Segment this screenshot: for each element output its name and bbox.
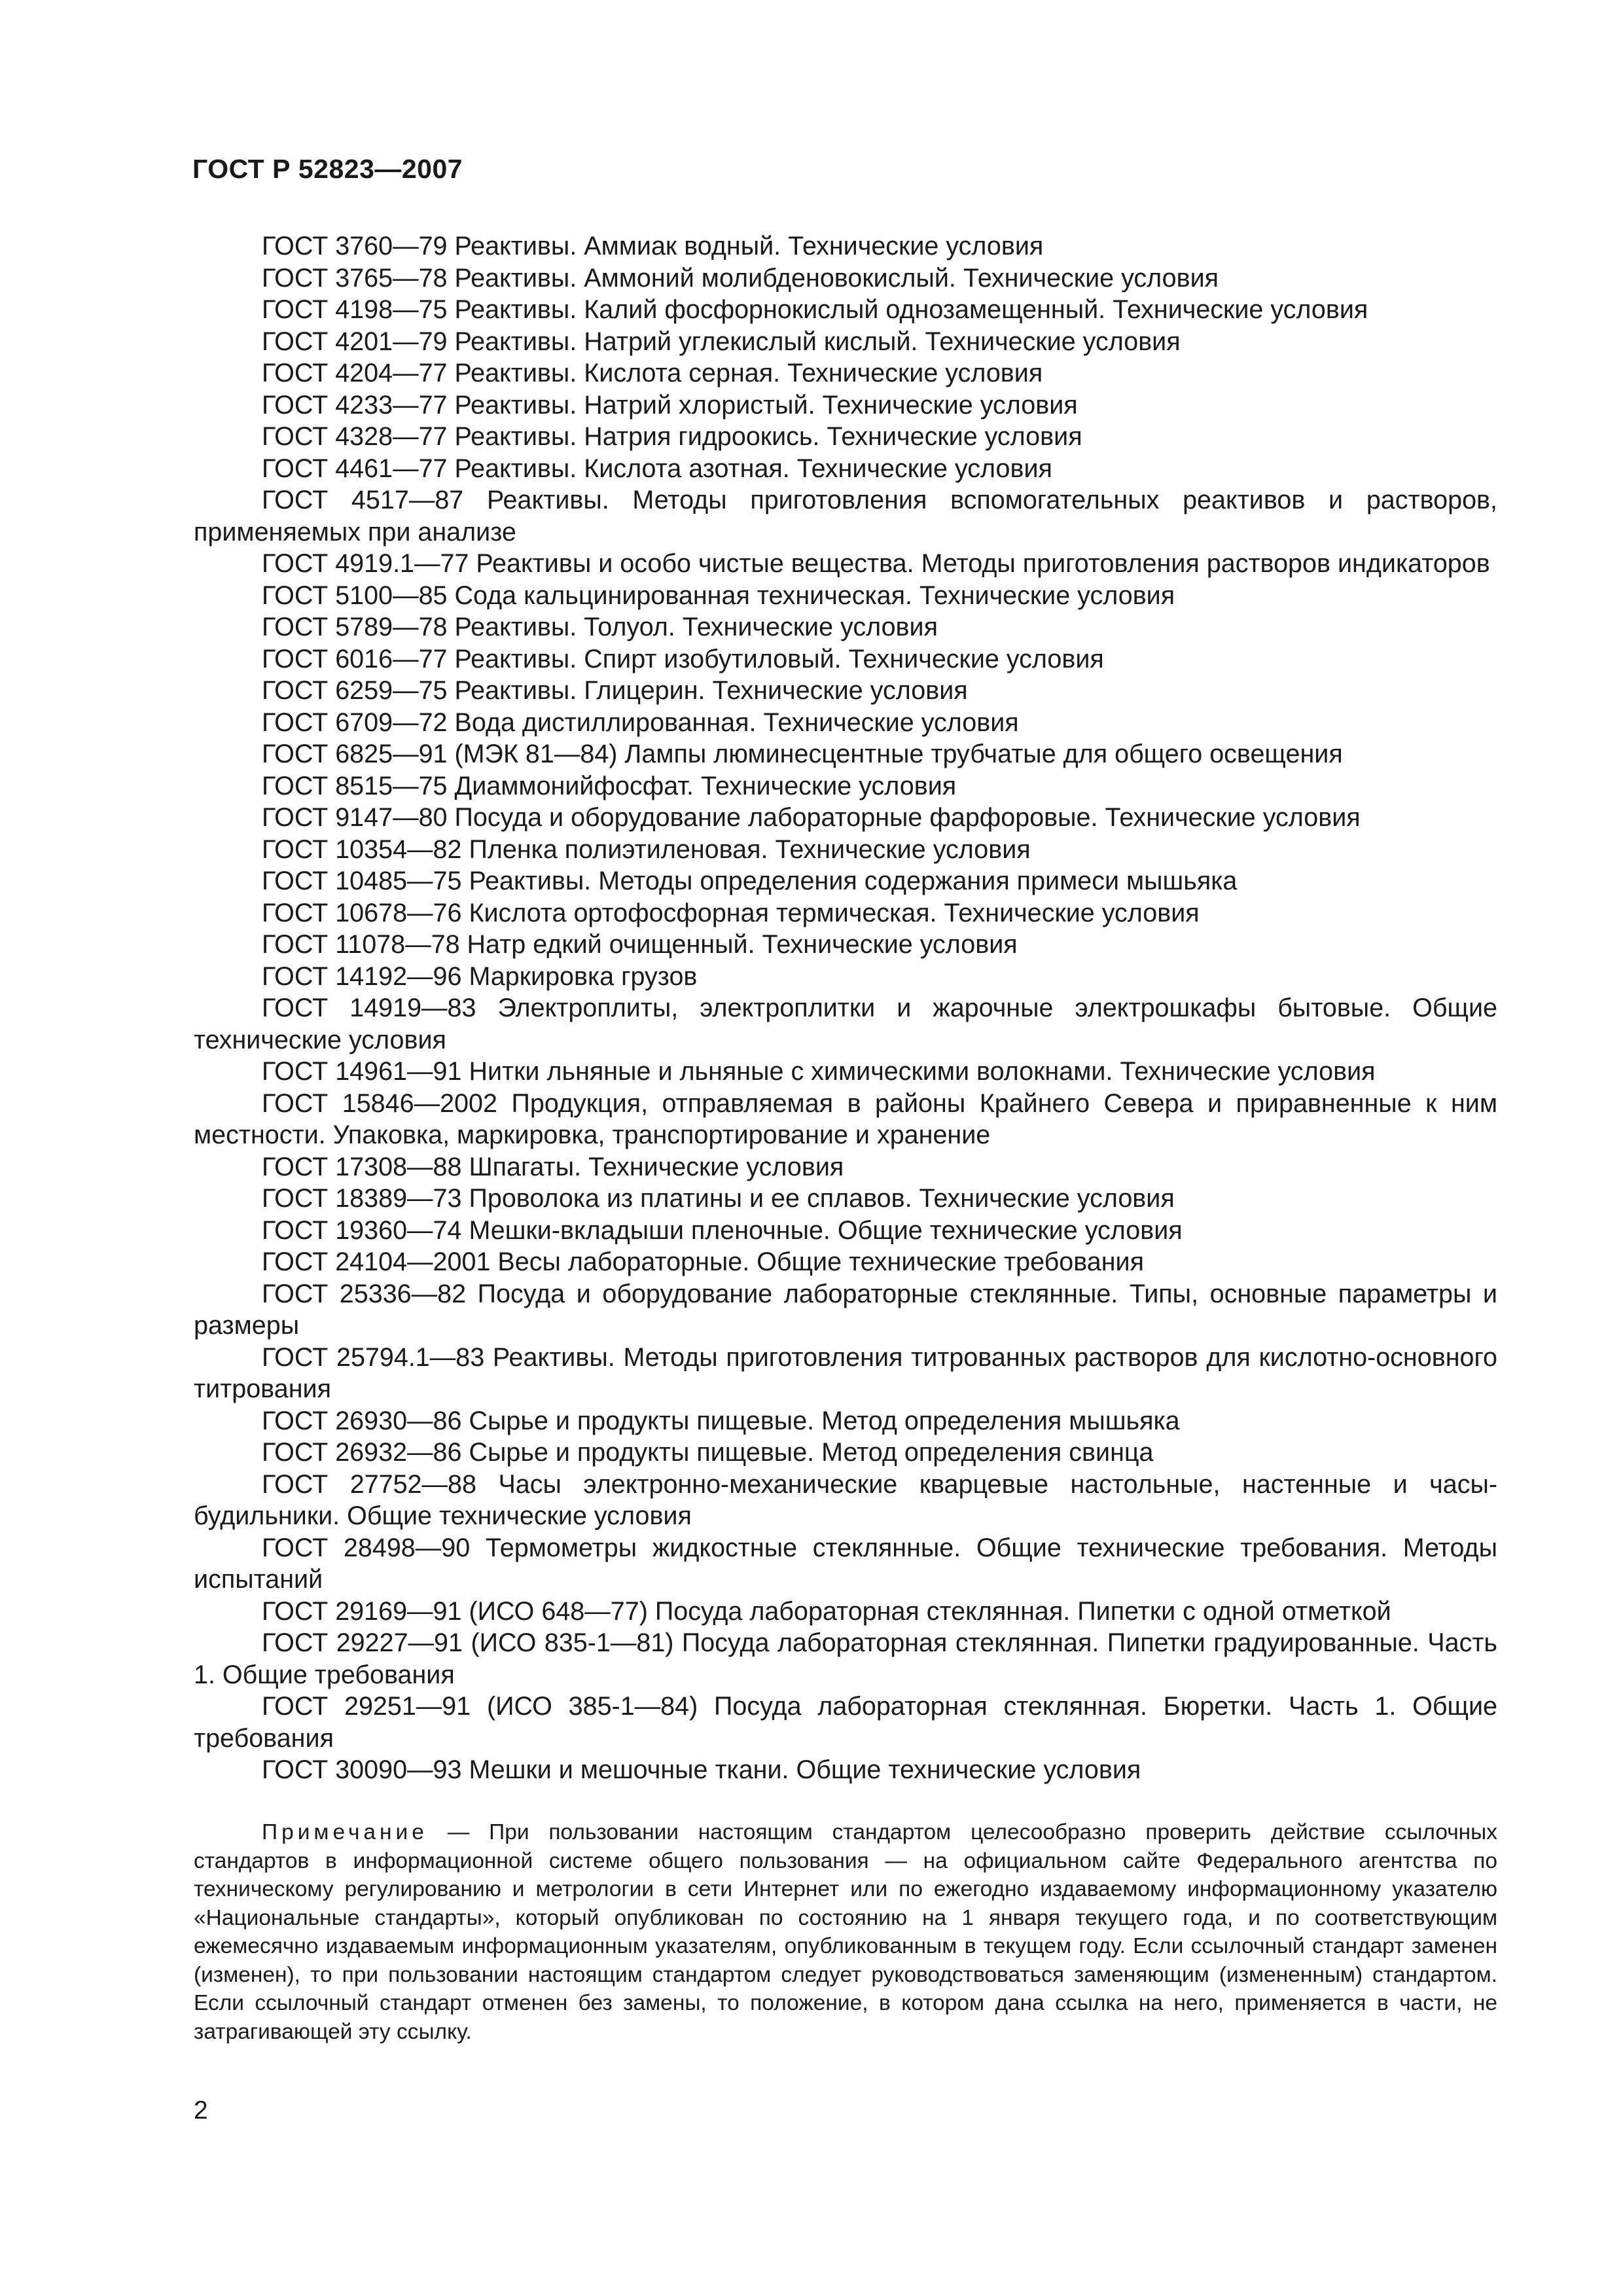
reference-item: ГОСТ 6016—77 Реактивы. Спирт изобутиловый. Технические условия [262,644,1104,673]
reference-item: ГОСТ 14961—91 Нитки льняные и льняные с химическими волокнами. Технические условия [262,1057,1376,1086]
reference-item: ГОСТ 18389—73 Проволока из платины и ее сплавов. Технические условия [262,1184,1175,1213]
reference-item: ГОСТ 6825—91 (МЭК 81—84) Лампы люминесцентные трубчатые для общего освещения [262,740,1343,768]
reference-item: ГОСТ 3765—78 Реактивы. Аммоний молибденовокислый. Технические условия [262,263,1219,293]
normative-references-list [194,230,1497,1786]
reference-item: ГОСТ 11078—78 Натр едкий очищенный. Технические условия [262,930,1018,959]
reference-item: ГОСТ 3760—79 Реактивы. Аммиак водный. Технические условия [262,232,1044,260]
reference-item: ГОСТ 27752—88 Часы электронно-механические кварцевые настольные, настенные и часы-будильники. Общие технические условия [194,1469,1497,1530]
reference-item: ГОСТ 24104—2001 Весы лабораторные. Общие технические требования [262,1247,1144,1276]
reference-item: ГОСТ 29227—91 (ИСО 835-1—81) Посуда лабораторная стеклянная. Пипетки градуированные. Часть 1. Общие требования [194,1628,1497,1689]
reference-item: ГОСТ 26932—86 Сырье и продукты пищевые. Метод определения свинца [262,1438,1154,1467]
reference-item: ГОСТ 4517—87 Реактивы. Методы приготовления вспомогательных реактивов и растворов, применяемых при анализе [194,486,1497,547]
reference-item: ГОСТ 19360—74 Мешки-вкладыши пленочные. Общие технические условия [262,1215,1183,1245]
reference-item: ГОСТ 14919—83 Электроплиты, электроплитки и жарочные электрошкафы бытовые. Общие технические условия [194,994,1497,1054]
reference-item: ГОСТ 26930—86 Сырье и продукты пищевые. Метод определения мышьяка [262,1406,1180,1435]
reference-item: ГОСТ 30090—93 Мешки и мешочные ткани. Общие технические условия [262,1755,1141,1784]
reference-item: ГОСТ 5100—85 Сода кальцинированная техническая. Технические условия [262,581,1175,610]
reference-item: ГОСТ 4198—75 Реактивы. Калий фосфорнокислый однозамещенный. Технические условия [262,295,1368,324]
reference-item: ГОСТ 4204—77 Реактивы. Кислота серная. Технические условия [262,359,1043,387]
reference-item: ГОСТ 6259—75 Реактивы. Глицерин. Технические условия [262,676,968,705]
note-text: — При пользовании настоящим стандартом целесообразно проверить действие ссылочных стандартов в информационной системе общего пользования — на официальном сайте Федерального агентства по техническому регулированию и метрологии в сети Интернет или по ежегодно издаваемому информационному указателю «Национальные стандарты», который опубликован по состоянию на 1 января текущего года, и по соответствующим ежемесячно издаваемым информационным указателям, опубликованным в текущем году. Если ссылочный стандарт заменен (изменен), то при пользовании настоящим стандартом следует руководствоваться заменяющим (измененным) стандартом. Если ссылочный стандарт отменен без замены, то положение, в котором дана ссылка на него, применяется в части, не затрагивающей эту ссылку. [194,1820,1497,2044]
reference-item: ГОСТ 8515—75 Диаммонийфосфат. Технические условия [262,771,957,800]
reference-item: ГОСТ 17308—88 Шпагаты. Технические условия [262,1152,844,1181]
reference-item: ГОСТ 5789—78 Реактивы. Толуол. Технические условия [262,613,938,641]
reference-item: ГОСТ 25336—82 Посуда и оборудование лабораторные стеклянные. Типы, основные параметры и размеры [194,1279,1497,1340]
page-number: 2 [194,2096,208,2125]
reference-item: ГОСТ 14192—96 Маркировка грузов [262,961,698,991]
reference-item: ГОСТ 10678—76 Кислота ортофосфорная термическая. Технические условия [262,898,1200,927]
reference-item: ГОСТ 10354—82 Пленка полиэтиленовая. Технические условия [262,834,1031,864]
note-paragraph [194,1818,1497,2046]
note-label: Примечание [262,1820,428,1844]
reference-item: ГОСТ 6709—72 Вода дистиллированная. Технические условия [262,708,1019,737]
reference-item: ГОСТ 29251—91 (ИСО 385-1—84) Посуда лабораторная стеклянная. Бюретки. Часть 1. Общие требования [194,1692,1497,1753]
reference-item: ГОСТ 15846—2002 Продукция, отправляемая в районы Крайнего Севера и приравненные к ним местности. Упаковка, маркировка, транспортирование и хранение [194,1088,1497,1149]
document-header: ГОСТ Р 52823—2007 [192,154,463,184]
reference-item: ГОСТ 4461—77 Реактивы. Кислота азотная. Технические условия [262,454,1052,483]
reference-item: ГОСТ 4201—79 Реактивы. Натрий углекислый кислый. Технические условия [262,327,1181,356]
reference-item: ГОСТ 4233—77 Реактивы. Натрий хлористый. Технические условия [262,390,1078,420]
reference-item: ГОСТ 28498—90 Термометры жидкостные стеклянные. Общие технические требования. Методы испытаний [194,1533,1497,1594]
reference-item: ГОСТ 25794.1—83 Реактивы. Методы приготовления титрованных растворов для кислотно-основного титрования [194,1342,1497,1403]
reference-item: ГОСТ 4328—77 Реактивы. Натрия гидроокись. Технические условия [262,422,1082,451]
reference-item: ГОСТ 29169—91 (ИСО 648—77) Посуда лабораторная стеклянная. Пипетки с одной отметкой [262,1596,1391,1626]
reference-item: ГОСТ 10485—75 Реактивы. Методы определения содержания примеси мышьяка [262,867,1238,895]
reference-item: ГОСТ 4919.1—77 Реактивы и особо чистые вещества. Методы приготовления растворов индикаторов [262,549,1490,578]
reference-item: ГОСТ 9147—80 Посуда и оборудование лабораторные фарфоровые. Технические условия [262,803,1361,832]
